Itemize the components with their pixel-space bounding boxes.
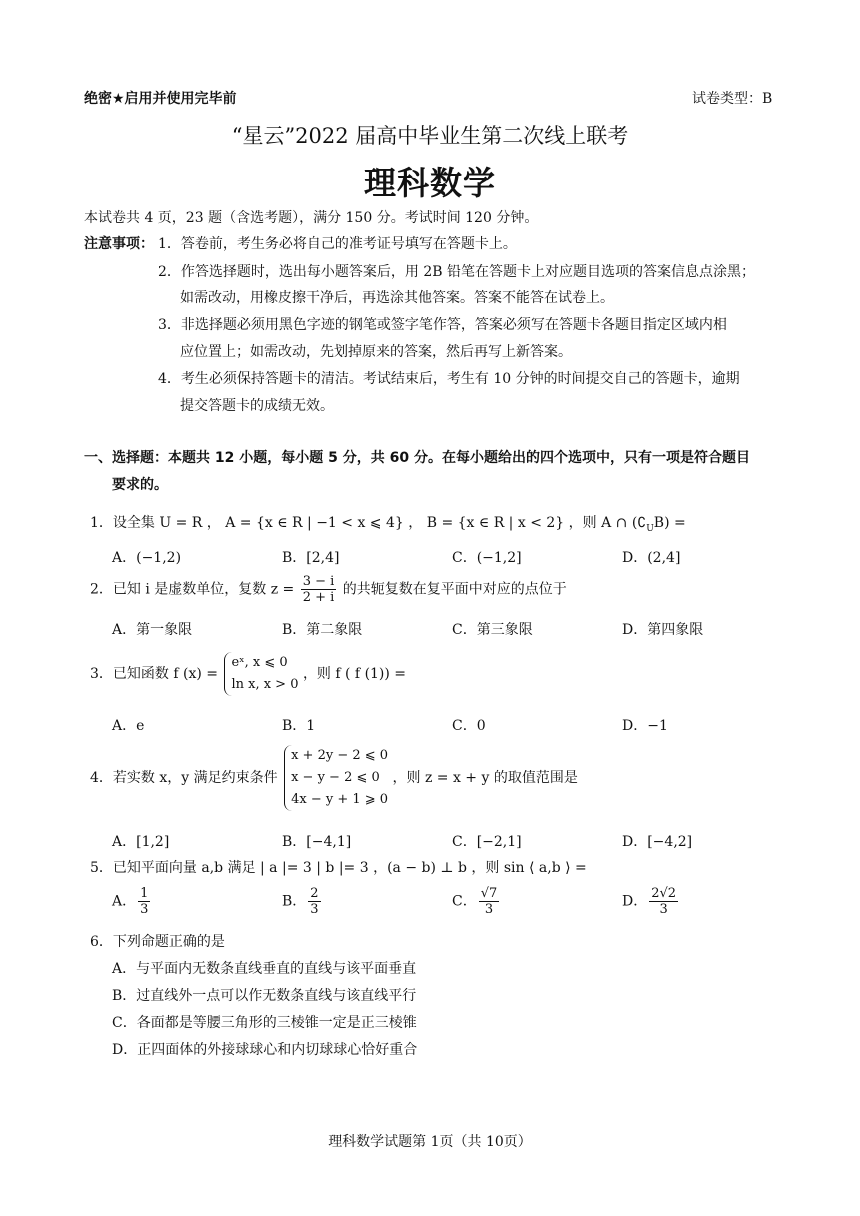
option-label: D．	[622, 893, 648, 910]
constraint: x − y − 2 ⩽ 0	[291, 770, 380, 785]
section-heading: 一、选择题：本题共 12 小题，每小题 5 分，共 60 分。在每小题给出的四个选项中，只有一项是符合题目	[84, 450, 750, 466]
option	[282, 886, 323, 917]
option: A．与平面内无数条直线垂直的直线与该平面垂直	[112, 961, 417, 977]
option: C．(−1,2]	[452, 550, 522, 566]
option-label: B．	[282, 893, 307, 910]
question-text: ，则 f ( f (1)) =	[302, 666, 407, 682]
option: B．1	[282, 718, 316, 734]
fraction-denominator: 3	[484, 902, 494, 917]
page-footer: 理科数学试题第 1页（共 10页）	[328, 1134, 532, 1150]
question-text: 的共轭复数在复平面中对应的点位于	[342, 581, 567, 598]
fraction-denominator: 3	[659, 902, 668, 917]
piecewise-case: eˣ, x ⩽ 0	[231, 655, 288, 670]
option: C．第三象限	[452, 622, 533, 638]
option: A．[1,2]	[112, 834, 170, 850]
question-stem	[90, 745, 578, 811]
option: C．各面都是等腰三角形的三棱锥一定是正三棱锥	[112, 1015, 417, 1031]
piecewise-brace	[224, 652, 298, 696]
notice-item: 如需改动，用橡皮擦干净后，再选涂其他答案。答案不能答在试卷上。	[180, 290, 614, 306]
constraint-brace	[284, 745, 388, 811]
section-heading: 要求的。	[112, 477, 168, 493]
option: A．第一象限	[112, 622, 193, 638]
notice-label: 注意事项：	[84, 236, 154, 252]
fraction-denominator: 3	[140, 902, 149, 917]
option	[622, 886, 680, 917]
question-text: B) =	[653, 515, 686, 531]
intro-text: 本试卷共 4 页，23 题（含选考题），满分 150 分。考试时间 120 分钟。	[84, 210, 539, 226]
fraction-denominator: 2 + i	[302, 590, 335, 605]
fraction	[301, 574, 337, 605]
option: B．第二象限	[282, 622, 363, 638]
question-text: 1．设全集 U = R ， A = {x ∈ R | −1 < x ⩽ 4} ， B = {x ∈ R | x < 2} ，则 A ∩ (∁	[90, 515, 647, 531]
option: C．0	[452, 718, 486, 734]
notice-item: 1．答卷前，考生务必将自己的准考证号填写在答题卡上。	[158, 236, 517, 252]
option: C．[−2,1]	[452, 834, 522, 850]
fraction	[138, 886, 150, 917]
notice-item: 3．非选择题必须用黑色字迹的钢笔或签字笔作答，答案必须写在答题卡各题目指定区域内相	[158, 317, 727, 333]
notice-item: 4．考生必须保持答题卡的清洁。考试结束后，考生有 10 分钟的时间提交自己的答题卡，逾期	[158, 371, 740, 387]
fraction-numerator: 2	[310, 886, 319, 901]
option	[452, 886, 501, 917]
question-text: 2．已知 i 是虚数单位，复数 z =	[90, 581, 295, 598]
notice-item: 2．作答选择题时，选出每小题答案后，用 2B 铅笔在答题卡上对应题目选项的答案信息点涂黑；	[158, 264, 756, 280]
fraction-numerator: 3 − i	[302, 574, 335, 589]
fraction	[649, 886, 678, 917]
question-text: 3．已知函数 f (x) =	[90, 666, 218, 682]
notice-item: 提交答题卡的成绩无效。	[180, 398, 334, 414]
confidential-label: 绝密★启用并使用完毕前	[84, 91, 237, 107]
question-stem	[90, 652, 406, 696]
fraction-numerator: 2√2	[651, 886, 677, 901]
fraction	[479, 886, 500, 917]
option: A．e	[112, 718, 145, 734]
option: D．正四面体的外接球球心和内切球球心恰好重合	[112, 1042, 418, 1058]
fraction-numerator: 1	[140, 886, 149, 901]
fraction	[308, 886, 320, 917]
option: B．[2,4]	[282, 550, 340, 566]
exam-title: “星云”2022 届高中毕业生第二次线上联考	[231, 124, 629, 148]
constraint: 4x − y + 1 ⩾ 0	[291, 792, 389, 807]
option: B．过直线外一点可以作无数条直线与该直线平行	[112, 988, 417, 1004]
option: D．第四象限	[622, 622, 704, 638]
option: D．(2,4]	[622, 550, 681, 566]
option	[112, 886, 152, 917]
question-stem	[90, 574, 567, 605]
question-subscript: U	[646, 523, 654, 534]
constraint: x + 2y − 2 ⩽ 0	[291, 748, 389, 763]
option: D．−1	[622, 718, 668, 734]
paper-type-label: 试卷类型：B	[692, 91, 773, 107]
fraction-denominator: 3	[310, 902, 319, 917]
notice-item: 应位置上；如需改动，先划掉原来的答案，然后再写上新答案。	[180, 344, 572, 360]
option: A．(−1,2)	[112, 550, 182, 566]
subject-title: 理科数学	[363, 164, 496, 202]
option-label: C．	[452, 893, 477, 910]
question-stem: 5．已知平面向量 a,b 满足 | a |= 3 | b |= 3 ，(a − b) ⊥ b ，则 sin ⟨ a,b ⟩ =	[90, 860, 587, 876]
fraction-numerator: √7	[480, 886, 498, 901]
question-text: 4．若实数 x，y 满足约束条件	[90, 770, 278, 786]
question-stem	[90, 512, 686, 534]
piecewise-case: ln x, x > 0	[231, 677, 299, 692]
option: D．[−4,2]	[622, 834, 693, 850]
question-text: ，则 z = x + y 的取值范围是	[392, 770, 578, 786]
option: B．[−4,1]	[282, 834, 352, 850]
option-label: A．	[112, 893, 137, 910]
question-stem: 6．下列命题正确的是	[90, 934, 225, 950]
